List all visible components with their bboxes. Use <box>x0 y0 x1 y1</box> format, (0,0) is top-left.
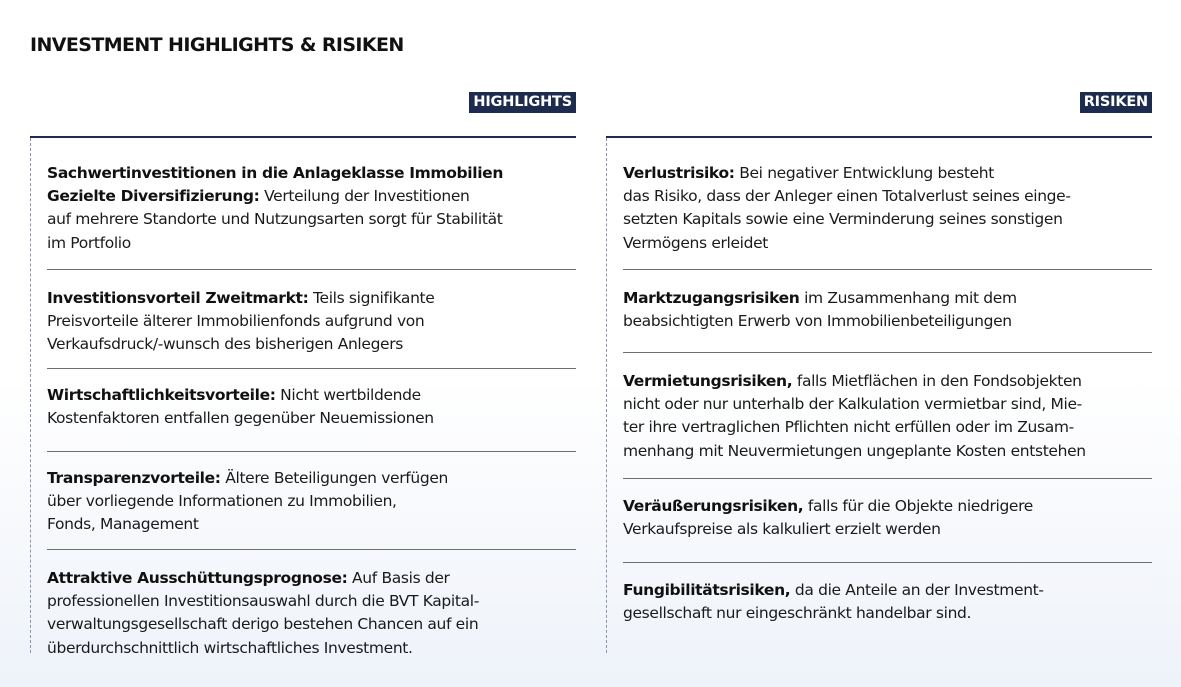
risk-item-fungibilitaet <box>623 563 1152 643</box>
risk-line <box>623 370 1152 393</box>
risk-lead: Fungibilitätsrisiken, <box>623 581 791 599</box>
risk-line: setzten Kapitals sowie eine Verminderung seines sonstigen <box>623 210 1063 229</box>
risk-line: Vermögens erleidet <box>623 233 769 252</box>
highlight-line: überdurchschnittlich wirtschaftliches Investment. <box>47 638 413 657</box>
risk-text: im Zusammenhang mit dem <box>799 289 1017 307</box>
highlight-item-sachwert <box>47 138 576 270</box>
highlight-heading <box>47 162 576 185</box>
highlight-line: Verkaufsdruck/-wunsch des bisherigen Anlegers <box>47 335 403 354</box>
highlights-header <box>30 92 576 138</box>
risk-item-veraeusserung <box>623 479 1152 563</box>
risks-badge: RISIKEN <box>1080 92 1152 113</box>
highlight-heading-text: Sachwertinvestitionen in die Anlageklasse Immobilien <box>47 164 504 182</box>
highlight-line <box>47 384 576 407</box>
highlight-lead: Wirtschaftlichkeitsvorteile: <box>47 386 276 404</box>
highlights-badge: HIGHLIGHTS <box>469 92 576 113</box>
risk-line: ter ihre vertraglichen Pflichten nicht erfüllen oder im Zusam- <box>623 418 1074 437</box>
risk-line: beabsichtigten Erwerb von Immobilienbeteiligungen <box>623 312 1012 331</box>
highlight-line <box>47 287 576 310</box>
risk-text: falls für die Objekte niedrigere <box>803 497 1033 515</box>
highlight-text: Auf Basis der <box>347 569 450 587</box>
risk-line <box>623 287 1152 310</box>
highlight-line: verwaltungsgesellschaft derigo bestehen Chancen auf ein <box>47 615 479 634</box>
risk-line: das Risiko, dass der Anleger einen Totalverlust seines einge- <box>623 187 1071 206</box>
risks-list <box>623 138 1152 643</box>
highlight-item-transparenz <box>47 452 576 550</box>
risk-line: gesellschaft nur eingeschränkt handelbar sind. <box>623 604 972 623</box>
highlight-text: Nicht wertbildende <box>275 386 421 404</box>
highlight-text: Teils signifikante <box>308 289 435 307</box>
highlight-line: Kostenfaktoren entfallen gegenüber Neuemissionen <box>47 409 434 428</box>
risk-lead: Veräußerungsrisiken, <box>623 497 804 515</box>
highlight-lead: Transparenzvorteile: <box>47 469 221 487</box>
risk-lead: Verlustrisiko: <box>623 164 735 182</box>
highlight-item-wirtschaftlichkeit <box>47 369 576 452</box>
highlight-lead: Attraktive Ausschüttungsprognose: <box>47 569 348 587</box>
highlight-text: Ältere Beteiligungen verfügen <box>220 469 448 487</box>
risks-header <box>606 92 1152 138</box>
risks-body <box>606 138 1152 653</box>
highlight-line: im Portfolio <box>47 233 131 252</box>
highlight-lead: Gezielte Diversifizierung: <box>47 187 260 206</box>
risk-item-marktzugang <box>623 270 1152 353</box>
highlight-line <box>47 567 576 590</box>
risk-item-vermietung <box>623 353 1152 479</box>
highlight-line: über vorliegende Informationen zu Immobilien, <box>47 492 397 511</box>
risk-line <box>623 162 1152 185</box>
risk-line: menhang mit Neuvermietungen ungeplante Kosten entstehen <box>623 441 1086 460</box>
highlight-line: professionellen Investitionsauswahl durch die BVT Kapital- <box>47 592 479 611</box>
risk-item-verlust <box>623 138 1152 270</box>
highlights-column <box>30 92 576 657</box>
highlight-line: Fonds, Management <box>47 515 199 534</box>
highlight-lead: Investitionsvorteil Zweitmarkt: <box>47 289 309 307</box>
highlight-item-ausschuettung <box>47 550 576 657</box>
highlights-body <box>30 138 576 657</box>
highlight-text: Verteilung der Investitionen <box>259 187 470 206</box>
risk-text: falls Mietflächen in den Fondsobjekten <box>792 372 1082 390</box>
risk-lead: Marktzugangsrisiken <box>623 289 800 307</box>
risk-line <box>623 579 1152 602</box>
highlight-line <box>47 467 576 490</box>
risk-lead: Vermietungsrisiken, <box>623 372 793 390</box>
highlights-list <box>47 138 576 657</box>
risk-line: nicht oder nur unterhalb der Kalkulation vermietbar sind, Mie- <box>623 395 1082 414</box>
risk-line: Verkaufspreise als kalkuliert erzielt werden <box>623 520 941 539</box>
risk-text: Bei negativer Entwicklung besteht <box>734 164 995 182</box>
highlight-line <box>47 185 576 208</box>
highlight-item-zweitmarkt <box>47 270 576 369</box>
risk-line <box>623 495 1152 518</box>
highlight-line: auf mehrere Standorte und Nutzungsarten sorgt für Stabilität <box>47 210 503 229</box>
risk-text: da die Anteile an der Investment- <box>790 581 1044 599</box>
risks-column <box>606 92 1152 653</box>
page-title: INVESTMENT HIGHLIGHTS & RISIKEN <box>30 34 404 56</box>
highlight-line: Preisvorteile älterer Immobilienfonds aufgrund von <box>47 312 425 331</box>
